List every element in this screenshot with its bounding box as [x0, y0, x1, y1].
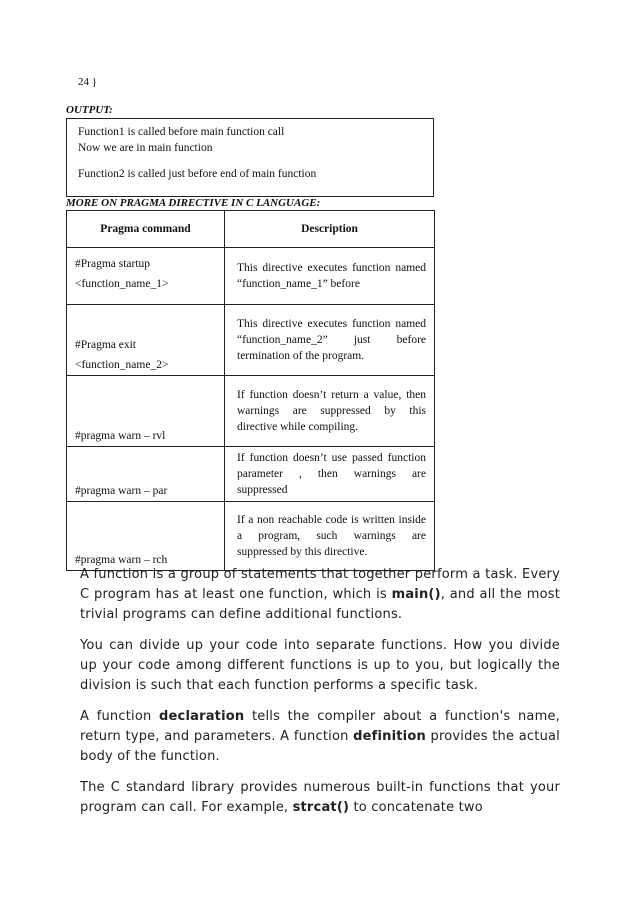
pragma-command: #pragma warn – rch: [75, 554, 168, 566]
table-header-row: [67, 211, 435, 248]
table-row: [67, 447, 435, 502]
paragraph: [80, 565, 560, 625]
bold-term: definition: [353, 729, 426, 744]
table-row: [67, 305, 435, 376]
output-label: OUTPUT:: [66, 104, 113, 116]
code-term: strcat(): [292, 800, 350, 815]
pragma-command-cell: [67, 248, 225, 305]
text-span: , and all the most trivial programs can define additional functions.: [80, 587, 560, 622]
table-row: [67, 248, 435, 305]
body-text: [80, 565, 560, 829]
text-span: to concatenate two: [349, 800, 483, 815]
pragma-description: This directive executes function named “function_name_2” just before termination of the program.: [225, 305, 435, 376]
paragraph: [80, 707, 560, 767]
paragraph: [80, 778, 560, 818]
output-box: [66, 118, 434, 197]
section-heading: MORE ON PRAGMA DIRECTIVE IN C LANGUAGE:: [66, 197, 321, 209]
text-span: The C standard library provides numerous built-in functions that your program can call. For example,: [80, 780, 560, 815]
paragraph: You can divide up your code into separate functions. How you divide up your code among different functions is up to you, but logically the division is such that each function performs a specific task.: [80, 638, 560, 693]
table-row: [67, 376, 435, 447]
pragma-command: #pragma warn – rvl: [75, 430, 166, 442]
table-row: [67, 502, 435, 571]
text-span: A function: [80, 709, 160, 724]
output-line: Function2 is called just before end of main function: [78, 168, 317, 180]
pragma-command: #Pragma startup: [75, 258, 151, 270]
pragma-description: If a non reachable code is written inside a program, such warnings are suppressed by this directive.: [225, 502, 435, 571]
pragma-argument: <function_name_2>: [75, 359, 169, 371]
column-header: Description: [225, 211, 435, 248]
code-term: main(): [391, 587, 441, 602]
pragma-table: [66, 210, 435, 571]
pragma-command-cell: [67, 447, 225, 502]
column-header: Pragma command: [67, 211, 225, 248]
pragma-argument: <function_name_1>: [75, 278, 169, 290]
pragma-command: #Pragma exit: [75, 339, 136, 351]
pragma-description: If function doesn’t return a value, then warnings are suppressed by this directive while compiling.: [225, 376, 435, 447]
pragma-command: #pragma warn – par: [75, 485, 168, 497]
text-span: A function is a group of statements that together perform a task. Every C program has at least one function, which is: [80, 567, 560, 602]
pragma-command-cell: [67, 305, 225, 376]
pragma-command-cell: [67, 502, 225, 571]
code-line-end: 24 }: [78, 76, 98, 88]
text-span: provides the actual body of the function.: [80, 729, 560, 764]
pragma-description: If function doesn’t use passed function parameter , then warnings are suppressed: [225, 447, 435, 502]
output-line: Function1 is called before main function call: [78, 126, 285, 138]
bold-term: declaration: [159, 709, 245, 724]
pragma-description: This directive executes function named “function_name_1” before: [225, 248, 435, 305]
pragma-command-cell: [67, 376, 225, 447]
output-line: Now we are in main function: [78, 142, 213, 154]
text-span: tells the compiler about a function's name, return type, and parameters. A function: [80, 709, 560, 744]
